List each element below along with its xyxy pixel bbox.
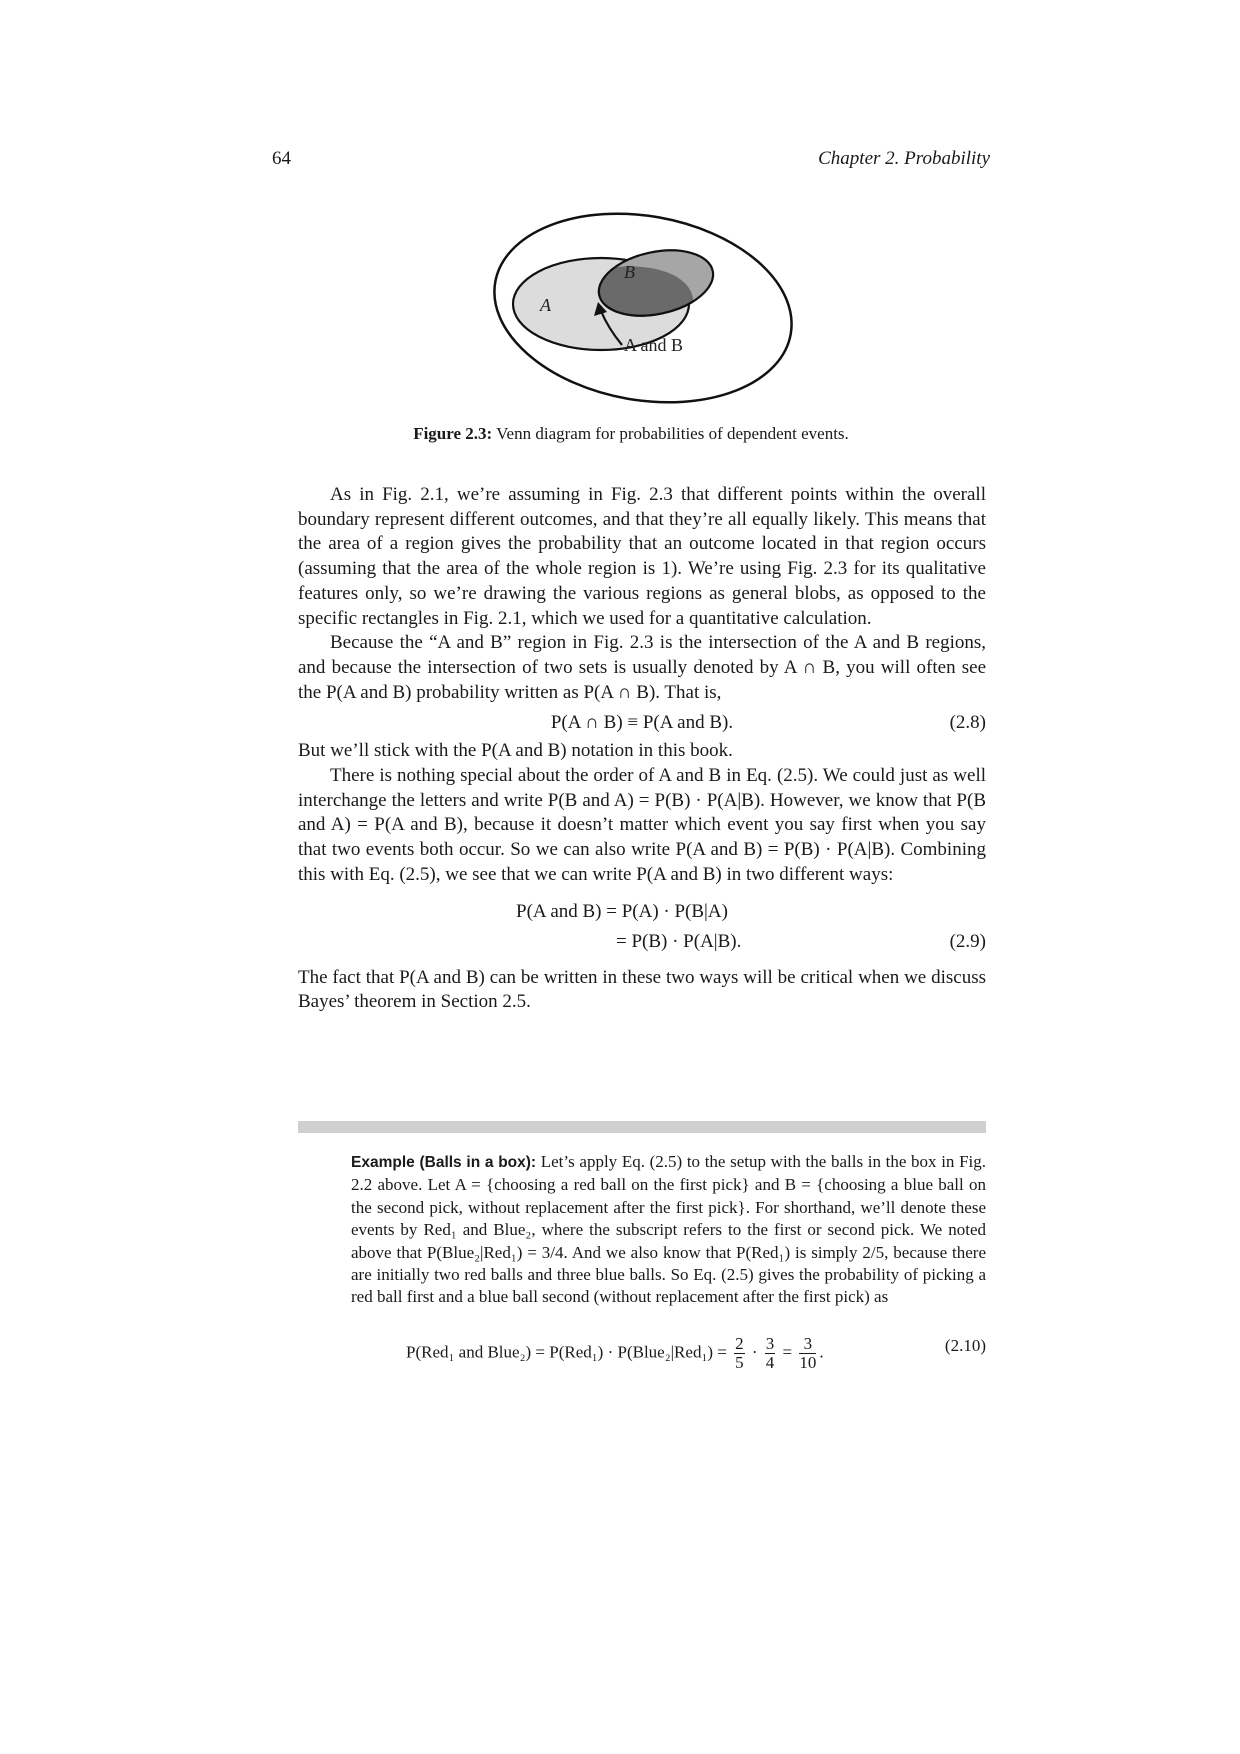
equation-2-9 [298, 892, 986, 962]
example-divider [298, 1121, 986, 1133]
paragraph-4: There is nothing special about the order of A and B in Eq. (2.5). We could just as well interchange the letters and write P(B and A) = P(B) · P(A|B). However, we know that P(B and A) = P(A and B), because it doesn’t matter which event you say first when you say that two events both occur. So we can also write P(A and B) = P(B) · P(A|B). Combining this with Eq. (2.5), we see that we can write P(A and B) in two different ways: [298, 765, 986, 885]
equation-2-10 [351, 1315, 986, 1371]
example-title: Example (Balls in a box): [351, 1154, 537, 1171]
caption-text: Venn diagram for probabilities of dependent events. [496, 424, 849, 443]
equation-2-9-number: (2.9) [949, 930, 986, 952]
equation-2-10-lhs: P(Red₁ and Blue₂) = P(Red₁) · P(Blue₂|Red₁) = [406, 1342, 727, 1362]
page-number: 64 [272, 148, 291, 169]
label-a-and-b: A and B [624, 335, 684, 355]
example-text: Let’s apply Eq. (2.5) to the setup with the balls in the box in Fig. 2.2 above. Let A = {choosing a red ball on the first pick} and B = {choosing a blue ball on the second pick, without replacement after the first pick}. For shorthand, we’ll denote these events by Red₁ and Blue₂, where the subscript refers to the first or second pick. We noted above that P(Blue₂|Red₁) = 3/4. And we also know that P(Red₁) is simply 2/5, because there are initially two red balls and three blue balls. So Eq. (2.5) gives the probability of picking a red ball first and a blue ball second (without replacement after the first pick) as [351, 1152, 986, 1307]
fraction-3-10: $\frac{3}{10}$ [799, 1333, 817, 1372]
label-a: A [540, 295, 551, 315]
equation-2-8-body: P(A ∩ B) ≡ P(A and B). [550, 712, 734, 734]
caption-label: Figure 2.3: [413, 424, 493, 443]
chapter-title: Chapter 2. Probability [818, 148, 990, 169]
equation-2-10-body [406, 1335, 824, 1372]
equation-2-8 [298, 705, 986, 739]
paragraph-1: As in Fig. 2.1, we’re assuming in Fig. 2.3 that different points within the overall boundary represent different outcomes, and that they’re all equally likely. This means that the area of a region gives the probability that an outcome located in that region occurs (assuming that the area of the whole region is 1). We’re using Fig. 2.3 for its qualitative features only, so we’re drawing the various regions as general blobs, as opposed to the specific rectangles in Fig. 2.1, which we used for a quantitative calculation. [298, 484, 986, 629]
equation-2-10-number: (2.10) [944, 1335, 986, 1355]
paragraph-3: But we’ll stick with the P(A and B) notation in this book. [298, 740, 733, 762]
equation-period: . [819, 1342, 824, 1362]
multiply-dot: · [751, 1342, 758, 1362]
example-paragraph [351, 1151, 986, 1309]
venn-diagram [488, 208, 798, 408]
example-box [351, 1151, 986, 1371]
fraction-3-4: $\frac{3}{4}$ [765, 1333, 775, 1372]
equation-2-8-number: (2.8) [949, 712, 986, 734]
fraction-2-5: $\frac{2}{5}$ [735, 1333, 744, 1372]
running-header [272, 148, 990, 174]
equation-2-9-line-1: P(A and B) = P(A) · P(B|A) [516, 900, 728, 922]
label-b: B [624, 262, 635, 282]
equation-2-9-line-2: = P(B) · P(A|B). [616, 930, 742, 952]
figure-caption [272, 424, 990, 444]
paragraph-5: The fact that P(A and B) can be written in these two ways will be critical when we discuss Bayes’ theorem in Section 2.5. [298, 966, 986, 1013]
equals-sign: = [782, 1342, 793, 1362]
paragraph-2: Because the “A and B” region in Fig. 2.3 is the intersection of the A and B regions, and because the intersection of two sets is usually denoted by A ∩ B, you will often see the P(A and B) probability written as P(A ∩ B). That is, [298, 632, 986, 703]
body-text [298, 483, 986, 1015]
